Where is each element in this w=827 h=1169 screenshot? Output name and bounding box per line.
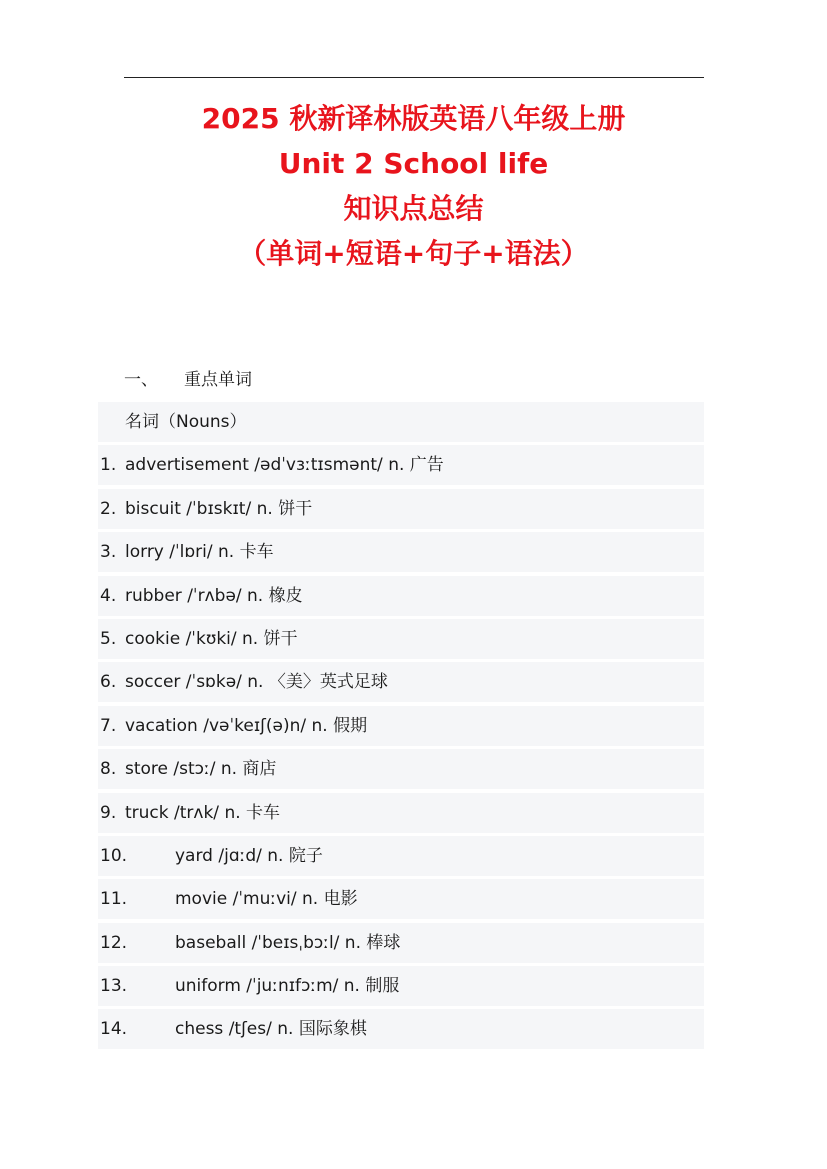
word-number: 4. (100, 585, 117, 606)
word-number: 10. (100, 845, 128, 866)
title-line-3: 知识点总结 (343, 192, 484, 225)
vocabulary-table (98, 402, 704, 1053)
word-row (98, 1009, 704, 1049)
word-row (98, 836, 704, 876)
word-number: 3. (100, 542, 117, 563)
word-number: 8. (100, 759, 117, 780)
word-number: 6. (100, 672, 117, 693)
word-number: 1. (100, 455, 117, 476)
word-row (98, 489, 704, 529)
word-number: 11. (100, 889, 128, 910)
word-number: 7. (100, 715, 117, 736)
category-label: 名词（Nouns） (125, 412, 247, 432)
word-entry: baseball /ˈbeɪsˌbɔːl/ n. 棒球 (175, 932, 401, 953)
word-row (98, 662, 704, 702)
section-number: 一、 (124, 370, 158, 390)
word-entry: vacation /vəˈkeɪʃ(ə)n/ n. 假期 (125, 715, 368, 736)
word-row (98, 576, 704, 616)
word-row (98, 749, 704, 789)
word-entry: uniform /ˈjuːnɪfɔːm/ n. 制服 (175, 976, 400, 997)
word-entry: biscuit /ˈbɪskɪt/ n. 饼干 (125, 498, 313, 519)
word-row (98, 706, 704, 746)
header-rule (124, 77, 704, 78)
word-number: 9. (100, 802, 117, 823)
word-entry: cookie /ˈkʊki/ n. 饼干 (125, 628, 298, 649)
title-line-1: 2025 秋新译林版英语八年级上册 (201, 102, 626, 135)
word-entry: rubber /ˈrʌbə/ n. 橡皮 (125, 585, 303, 606)
word-entry: movie /ˈmuːvi/ n. 电影 (175, 889, 358, 910)
word-row (98, 966, 704, 1006)
word-entry: store /stɔː/ n. 商店 (125, 759, 277, 780)
section-title: 重点单词 (184, 370, 252, 390)
document-title (0, 96, 827, 276)
word-row (98, 879, 704, 919)
word-entry: soccer /ˈsɒkə/ n. 〈美〉英式足球 (125, 672, 388, 693)
word-entry: lorry /ˈlɒri/ n. 卡车 (125, 542, 274, 563)
word-number: 14. (100, 1019, 128, 1040)
word-number: 2. (100, 498, 117, 519)
word-entry: chess /tʃes/ n. 国际象棋 (175, 1019, 367, 1040)
word-row (98, 923, 704, 963)
word-number: 13. (100, 976, 128, 997)
title-line-4: （单词+短语+句子+语法） (238, 237, 589, 270)
title-line-2: Unit 2 School life (278, 147, 549, 180)
word-number: 12. (100, 932, 128, 953)
word-row (98, 793, 704, 833)
word-entry: advertisement /ədˈvɜːtɪsmənt/ n. 广告 (125, 455, 444, 476)
category-row (98, 402, 704, 442)
word-row (98, 445, 704, 485)
word-row (98, 532, 704, 572)
word-number: 5. (100, 628, 117, 649)
word-entry: truck /trʌk/ n. 卡车 (125, 802, 281, 823)
section-heading (124, 367, 252, 393)
word-row (98, 619, 704, 659)
word-entry: yard /jɑːd/ n. 院子 (175, 845, 323, 866)
